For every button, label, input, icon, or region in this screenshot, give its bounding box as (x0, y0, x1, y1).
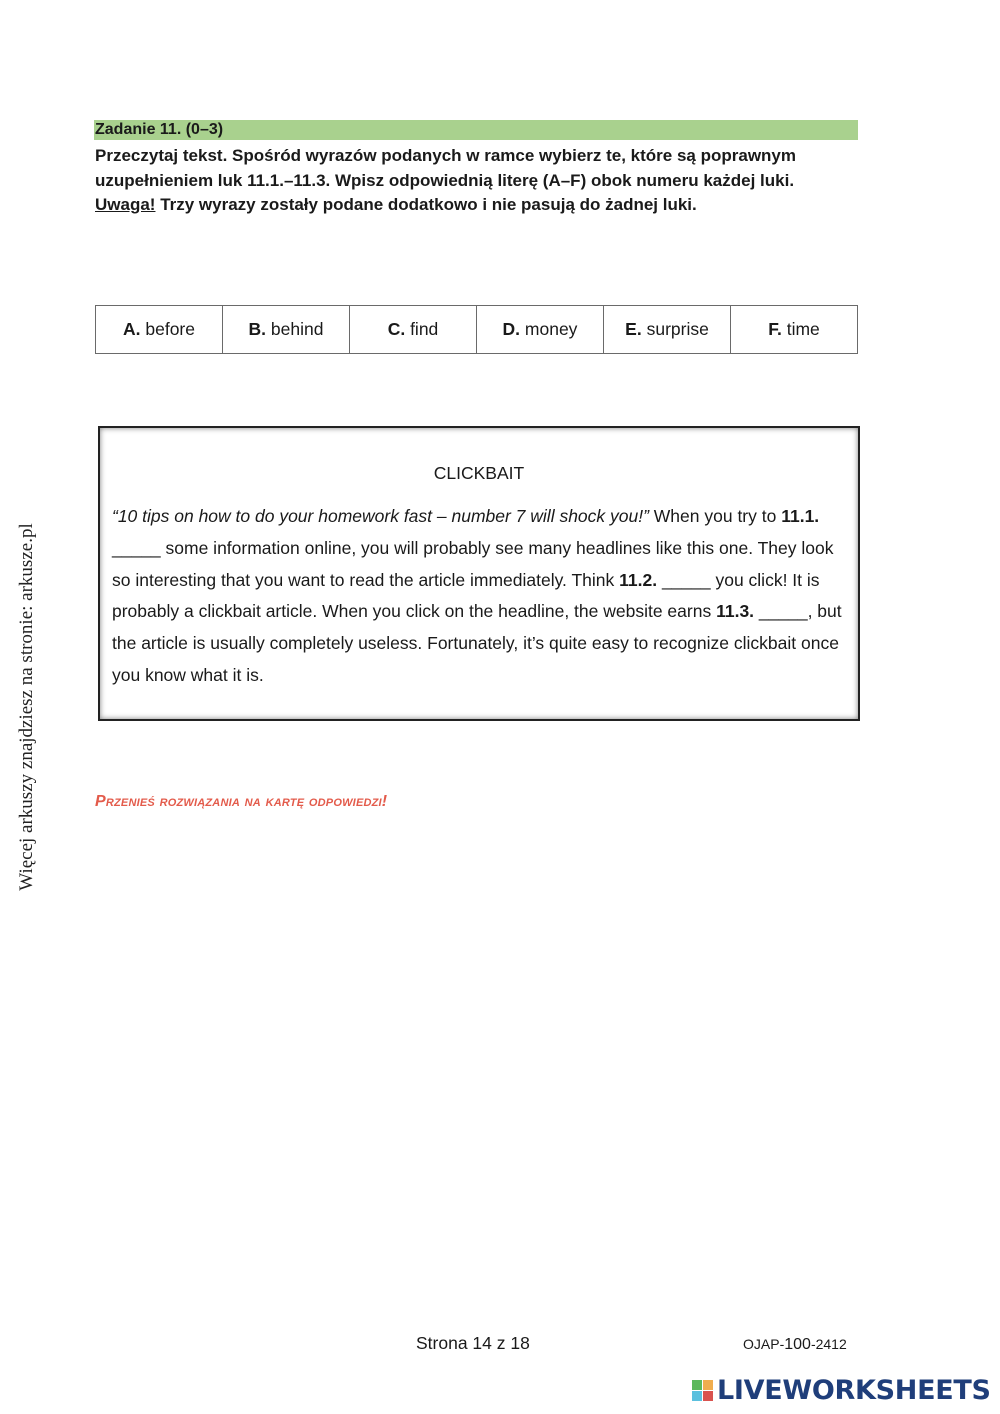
task-instructions (95, 144, 815, 218)
page-number: Strona 14 z 18 (416, 1333, 530, 1353)
logo-mark-icon (692, 1380, 713, 1401)
reading-text-box (98, 426, 860, 721)
text-title: CLICKBAIT (433, 463, 525, 483)
word-options-box (95, 305, 858, 354)
instruction-text: Przeczytaj tekst. Spośród wyrazów podanych w ramce wybierz te, które są poprawnym uzupełnieniem luk 11.1.–11.3. Wpisz odpowiednią literę (A–F) obok numeru każdej luki. (95, 146, 797, 190)
side-watermark-text: Więcej arkuszy znajdziesz na stronie: arkusze.pl (16, 523, 37, 891)
gap-11-3-label: 11.3. (716, 601, 755, 622)
gap-11-1-label: 11.1. (781, 506, 820, 526)
option-e: E. surprise (604, 306, 731, 354)
option-b: B. behind (223, 306, 350, 354)
note-label: Uwaga! (95, 195, 156, 214)
option-d: D. money (477, 306, 604, 354)
liveworksheets-logo (692, 1375, 991, 1405)
exam-code: OJAP-100-2412 (743, 1336, 847, 1353)
option-f: F. time (731, 306, 858, 354)
note-text: Trzy wyrazy zostały podane dodatkowo i nie pasują do żadnej luki. (155, 195, 697, 214)
task-title: Zadanie 11. (0–3) (94, 120, 858, 140)
text-body: “10 tips on how to do your homework fast – number 7 will shock you!” When you try to 11.1. _____ some information online, you will probably see many headlines like this one. They look so interesting that you want to read the article immediately. Think 11.2. _____ you click! It is probably a clickbait article. When you click on the headline, the website earns 11.3. _____, but the article is usually completely useless. Fortunately, it’s quite easy to recognize clickbait once you know what it is. (112, 506, 842, 685)
gap-11-2-label: 11.2. (619, 569, 658, 590)
option-a: A. before (96, 306, 223, 354)
option-c: C. find (350, 306, 477, 354)
transfer-answers-note: Przenieś rozwiązania na kartę odpowiedzi! (95, 793, 388, 810)
headline-quote: “10 tips on how to do your homework fast – number 7 will shock you!” (112, 506, 649, 526)
logo-text: LIVEWORKSHEETS (717, 1374, 991, 1406)
